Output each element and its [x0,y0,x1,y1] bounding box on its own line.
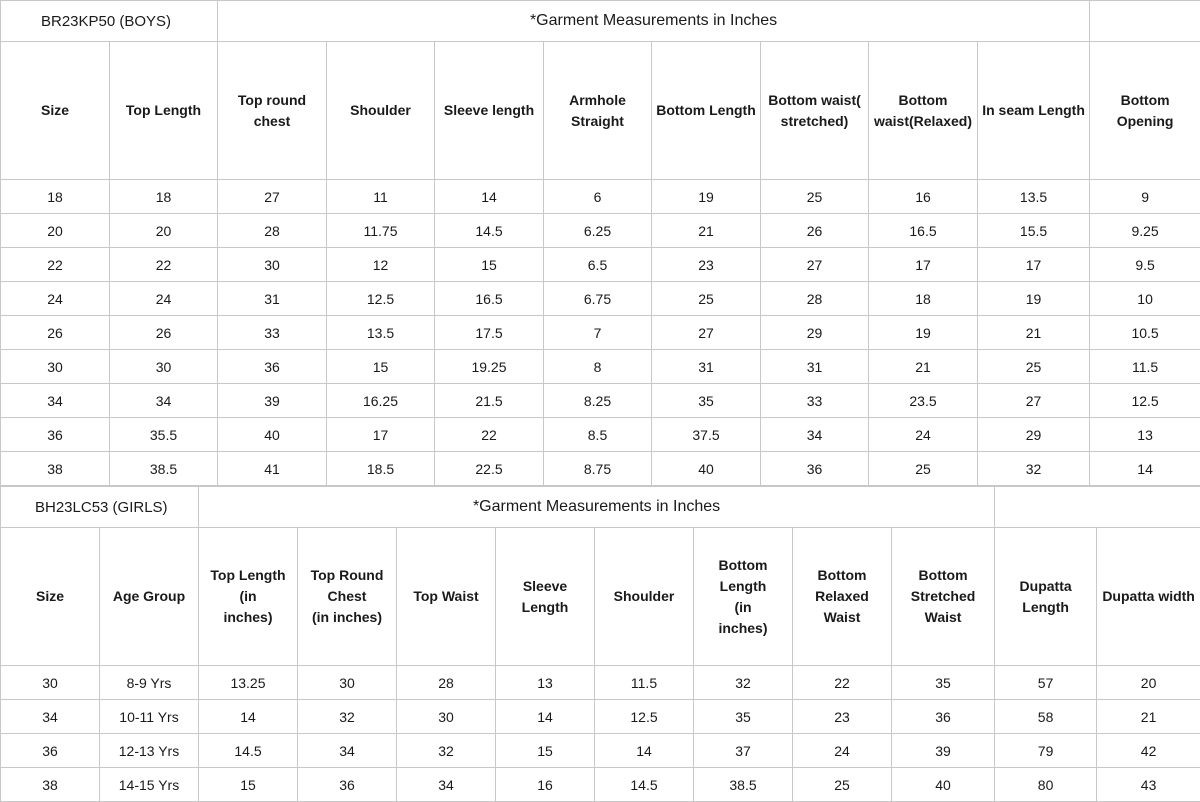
table-row [1,700,1200,734]
girls-measurement-banner: *Garment Measurements in Inches [199,487,995,528]
boys-product-code: BR23KP50 (BOYS) [1,1,218,42]
table-row [1,248,1200,282]
table-cell: 30 [298,666,397,700]
table-cell: 22 [1,248,110,282]
table-row [1,384,1200,418]
table-cell: 33 [218,316,327,350]
girls-header-row [1,528,1200,666]
table-cell: 34 [298,734,397,768]
table-cell: 43 [1097,768,1200,802]
boys-header-cell: Bottom Length [652,42,761,180]
table-cell: 17.5 [435,316,544,350]
table-cell: 23 [652,248,761,282]
table-row [1,316,1200,350]
table-cell: 6 [544,180,652,214]
table-cell: 34 [761,418,869,452]
table-cell: 14.5 [595,768,694,802]
table-cell: 11 [327,180,435,214]
table-cell: 25 [869,452,978,486]
table-cell: 14 [435,180,544,214]
table-cell: 36 [218,350,327,384]
table-cell: 9.25 [1090,214,1200,248]
table-cell: 21 [652,214,761,248]
table-cell: 32 [397,734,496,768]
table-cell: 21 [1097,700,1200,734]
girls-title-empty-cell [995,487,1200,528]
table-cell: 24 [793,734,892,768]
table-cell: 11.75 [327,214,435,248]
girls-header-cell: Top Waist [397,528,496,666]
boys-header-cell: Shoulder [327,42,435,180]
table-cell: 30 [397,700,496,734]
table-cell: 79 [995,734,1097,768]
table-cell: 22.5 [435,452,544,486]
table-cell: 27 [652,316,761,350]
table-cell: 12-13 Yrs [100,734,199,768]
boys-header-cell: Sleeve length [435,42,544,180]
table-cell: 37 [694,734,793,768]
table-row [1,282,1200,316]
table-cell: 15 [327,350,435,384]
table-cell: 14 [199,700,298,734]
girls-header-cell: Shoulder [595,528,694,666]
table-cell: 7 [544,316,652,350]
table-cell: 41 [218,452,327,486]
girls-header-cell: Top Round Chest (in inches) [298,528,397,666]
table-cell: 18 [869,282,978,316]
table-cell: 24 [1,282,110,316]
table-cell: 6.25 [544,214,652,248]
table-cell: 25 [652,282,761,316]
table-cell: 27 [978,384,1090,418]
table-cell: 27 [761,248,869,282]
table-cell: 16 [496,768,595,802]
table-cell: 35 [652,384,761,418]
table-cell: 11.5 [595,666,694,700]
table-row [1,180,1200,214]
table-cell: 19 [978,282,1090,316]
table-cell: 33 [761,384,869,418]
table-cell: 40 [892,768,995,802]
table-cell: 11.5 [1090,350,1200,384]
table-cell: 35 [694,700,793,734]
table-cell: 21.5 [435,384,544,418]
girls-header-cell: Dupatta Length [995,528,1097,666]
table-cell: 12.5 [327,282,435,316]
table-cell: 29 [978,418,1090,452]
girls-header-cell: Bottom Stretched Waist [892,528,995,666]
girls-header-cell: Bottom Relaxed Waist [793,528,892,666]
table-cell: 14 [1090,452,1200,486]
table-cell: 15.5 [978,214,1090,248]
table-cell: 16.5 [435,282,544,316]
boys-header-cell: Top Length [110,42,218,180]
table-cell: 19 [869,316,978,350]
table-cell: 23 [793,700,892,734]
table-cell: 32 [298,700,397,734]
table-cell: 32 [978,452,1090,486]
table-cell: 25 [793,768,892,802]
table-cell: 13.25 [199,666,298,700]
table-cell: 36 [1,734,100,768]
table-cell: 30 [1,666,100,700]
boys-header-cell: Bottom Opening [1090,42,1200,180]
table-cell: 15 [496,734,595,768]
table-cell: 34 [110,384,218,418]
table-cell: 39 [892,734,995,768]
table-cell: 19 [652,180,761,214]
girls-size-chart [0,486,1200,802]
table-cell: 31 [652,350,761,384]
table-row [1,768,1200,802]
table-cell: 13 [496,666,595,700]
table-cell: 14 [496,700,595,734]
girls-table-body [1,487,1200,802]
boys-header-cell: Top round chest [218,42,327,180]
table-cell: 38.5 [694,768,793,802]
table-cell: 31 [761,350,869,384]
table-cell: 10-11 Yrs [100,700,199,734]
boys-header-cell: Bottom waist(Relaxed) [869,42,978,180]
table-cell: 26 [110,316,218,350]
table-cell: 18 [110,180,218,214]
table-cell: 16.25 [327,384,435,418]
table-cell: 39 [218,384,327,418]
boys-title-row [1,1,1200,42]
girls-header-cell: Bottom Length (in inches) [694,528,793,666]
table-cell: 18 [1,180,110,214]
table-cell: 29 [761,316,869,350]
table-cell: 12.5 [595,700,694,734]
table-cell: 18.5 [327,452,435,486]
table-cell: 57 [995,666,1097,700]
boys-title-empty-cell [1090,1,1200,42]
table-cell: 38.5 [110,452,218,486]
table-cell: 40 [652,452,761,486]
girls-product-code: BH23LC53 (GIRLS) [1,487,199,528]
table-cell: 22 [110,248,218,282]
table-cell: 9 [1090,180,1200,214]
table-cell: 20 [110,214,218,248]
boys-header-cell: Bottom waist( stretched) [761,42,869,180]
boys-measurement-banner: *Garment Measurements in Inches [218,1,1090,42]
table-cell: 37.5 [652,418,761,452]
table-cell: 17 [869,248,978,282]
girls-title-row [1,487,1200,528]
table-cell: 10.5 [1090,316,1200,350]
girls-header-cell: Top Length (in inches) [199,528,298,666]
table-cell: 13.5 [327,316,435,350]
table-cell: 26 [1,316,110,350]
table-cell: 15 [435,248,544,282]
table-cell: 8.75 [544,452,652,486]
table-cell: 6.75 [544,282,652,316]
table-cell: 58 [995,700,1097,734]
table-cell: 31 [218,282,327,316]
table-cell: 30 [218,248,327,282]
table-cell: 21 [978,316,1090,350]
boys-table-body [1,1,1200,486]
girls-header-cell: Age Group [100,528,199,666]
table-cell: 12.5 [1090,384,1200,418]
table-cell: 42 [1097,734,1200,768]
table-cell: 8.25 [544,384,652,418]
table-cell: 14.5 [199,734,298,768]
table-cell: 34 [1,384,110,418]
table-cell: 24 [869,418,978,452]
table-cell: 34 [1,700,100,734]
table-cell: 23.5 [869,384,978,418]
table-cell: 16.5 [869,214,978,248]
table-cell: 20 [1097,666,1200,700]
boys-header-cell: Armhole Straight [544,42,652,180]
table-cell: 35 [892,666,995,700]
table-cell: 14.5 [435,214,544,248]
table-cell: 38 [1,768,100,802]
table-cell: 38 [1,452,110,486]
table-cell: 10 [1090,282,1200,316]
table-cell: 14-15 Yrs [100,768,199,802]
table-cell: 30 [110,350,218,384]
table-cell: 8 [544,350,652,384]
table-row [1,452,1200,486]
table-cell: 13.5 [978,180,1090,214]
table-cell: 6.5 [544,248,652,282]
table-cell: 35.5 [110,418,218,452]
table-cell: 32 [694,666,793,700]
girls-header-cell: Dupatta width [1097,528,1200,666]
table-cell: 36 [1,418,110,452]
table-cell: 17 [327,418,435,452]
table-cell: 12 [327,248,435,282]
table-row [1,734,1200,768]
girls-header-cell: Sleeve Length [496,528,595,666]
table-cell: 20 [1,214,110,248]
table-row [1,214,1200,248]
girls-header-cell: Size [1,528,100,666]
table-cell: 24 [110,282,218,316]
table-cell: 21 [869,350,978,384]
boys-header-row [1,42,1200,180]
table-row [1,418,1200,452]
table-cell: 8-9 Yrs [100,666,199,700]
table-cell: 28 [761,282,869,316]
table-cell: 17 [978,248,1090,282]
table-cell: 80 [995,768,1097,802]
table-cell: 36 [892,700,995,734]
table-cell: 13 [1090,418,1200,452]
table-cell: 34 [397,768,496,802]
table-cell: 22 [435,418,544,452]
table-cell: 14 [595,734,694,768]
table-cell: 27 [218,180,327,214]
table-cell: 26 [761,214,869,248]
table-cell: 36 [761,452,869,486]
table-row [1,350,1200,384]
table-cell: 15 [199,768,298,802]
table-cell: 25 [978,350,1090,384]
table-cell: 30 [1,350,110,384]
table-cell: 22 [793,666,892,700]
boys-header-cell: Size [1,42,110,180]
table-cell: 9.5 [1090,248,1200,282]
boys-header-cell: In seam Length [978,42,1090,180]
table-cell: 16 [869,180,978,214]
table-cell: 25 [761,180,869,214]
table-cell: 28 [218,214,327,248]
table-cell: 28 [397,666,496,700]
table-row [1,666,1200,700]
table-cell: 40 [218,418,327,452]
table-cell: 19.25 [435,350,544,384]
table-cell: 36 [298,768,397,802]
table-cell: 8.5 [544,418,652,452]
